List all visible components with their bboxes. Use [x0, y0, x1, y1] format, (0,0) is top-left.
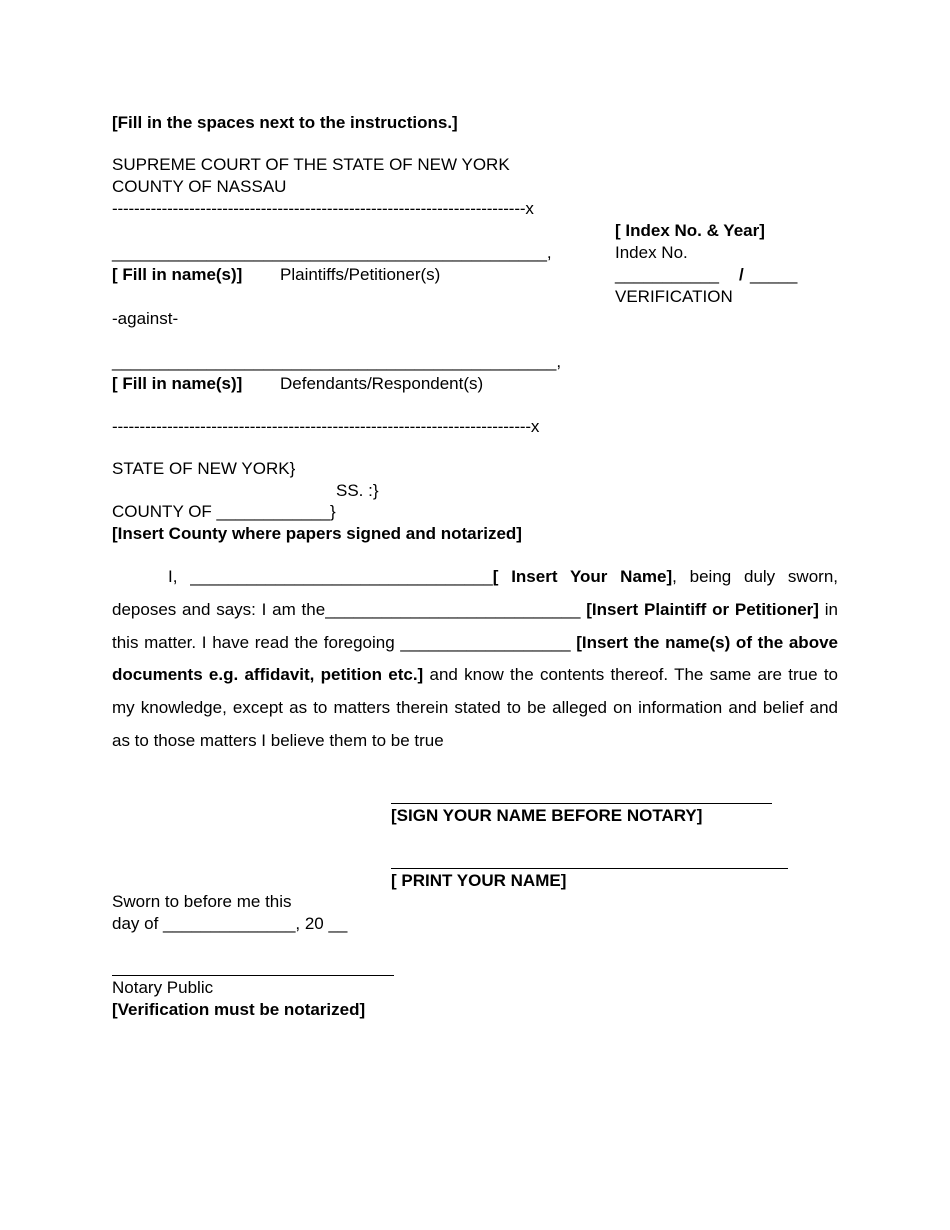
insert-docs-instruction: [Insert the name(s) of the above documents e.g. affidavit, petition etc.] [112, 632, 838, 685]
signature-line[interactable] [391, 803, 772, 804]
insert-name-instruction: [ Insert Your Name] [492, 567, 673, 586]
document-title: VERIFICATION [615, 287, 733, 306]
notary-instruction: [Verification must be notarized] [112, 1000, 366, 1019]
against-label: -against- [112, 309, 179, 328]
body-part4: and know the contents thereof. The same are true to my knowledge, except as to matters therein stated to be alleged on information and belief and as to those matters I believe them to be true [112, 665, 838, 750]
plaintiff-name-field[interactable]: ______________________________________________, [112, 243, 552, 262]
verification-paragraph [112, 561, 838, 758]
caption-dash-bottom: ----------------------------------------------------------------------------x [112, 417, 540, 436]
notary-signature-line[interactable] [112, 975, 394, 976]
sign-name-label: [SIGN YOUR NAME BEFORE NOTARY] [391, 806, 703, 825]
print-name-label: [ PRINT YOUR NAME] [391, 871, 567, 890]
index-label: Index No. [615, 243, 688, 262]
index-number-field[interactable]: ___________ [615, 265, 720, 284]
insert-party-instruction: [Insert Plaintiff or Petitioner] [586, 599, 819, 619]
notary-label: Notary Public [112, 978, 214, 997]
index-instruction: [ Index No. & Year] [615, 221, 765, 240]
venue-instruction: [Insert County where papers signed and notarized] [112, 524, 522, 543]
jurat-date-field[interactable]: day of ______________, 20 __ [112, 914, 348, 933]
index-year-field[interactable]: _____ [750, 265, 798, 284]
defendant-label: Defendants/Respondent(s) [280, 374, 484, 393]
court-name: SUPREME COURT OF THE STATE OF NEW YORK [112, 155, 510, 174]
fill-instruction: [Fill in the spaces next to the instructions.] [112, 113, 458, 132]
body-part3[interactable]: in this matter. I have read the foregoing __________________ [112, 599, 838, 652]
venue-county-field[interactable]: COUNTY OF ____________} [112, 502, 336, 521]
body-part1[interactable]: I, ________________________________ [168, 567, 493, 586]
jurat-line1: Sworn to before me this [112, 892, 292, 911]
caption-dash-top: ---------------------------------------------------------------------------x [112, 199, 534, 218]
venue-ss: SS. :} [336, 481, 379, 500]
plaintiff-label: Plaintiffs/Petitioner(s) [280, 265, 441, 284]
print-name-line[interactable] [391, 868, 788, 869]
venue-state: STATE OF NEW YORK} [112, 459, 296, 478]
defendant-fill-instruction: [ Fill in name(s)] [112, 374, 243, 393]
defendant-name-field[interactable]: _______________________________________________, [112, 352, 562, 371]
court-county: COUNTY OF NASSAU [112, 177, 287, 196]
index-slash: / [739, 265, 744, 284]
plaintiff-fill-instruction: [ Fill in name(s)] [112, 265, 243, 284]
body-part2[interactable]: , being duly sworn, deposes and says: I am the___________________________ [112, 567, 839, 619]
